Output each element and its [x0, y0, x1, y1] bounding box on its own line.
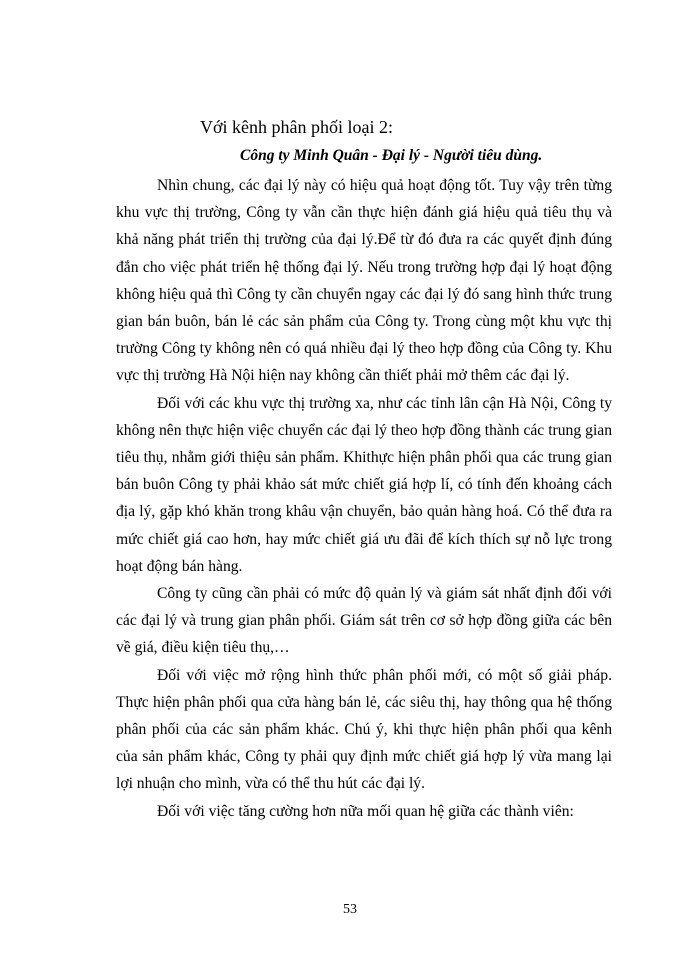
paragraph: Đối với việc mở rộng hình thức phân phối mới, có một số giải pháp. Thực hiện phân phối qua cửa hàng bán lẻ, các siêu thị, hay thông qua hệ thống phân phối của các sản phẩm khác. Chú ý, khi thực hiện phân phối qua kênh của sản phẩm khác, Công ty phải quy định mức chiết giá hợp lý vừa mang lại lợi nhuận cho mình, vừa có thể thu hút các đại lý.	[116, 666, 612, 793]
paragraph: Đối với việc tăng cường hơn nữa mối quan hệ giữa các thành viên:	[157, 802, 574, 820]
channel-subheading: Công ty Minh Quân - Đại lý - Người tiêu dùng.	[240, 147, 543, 164]
paragraph: Nhìn chung, các đại lý này có hiệu quả hoạt động tốt. Tuy vậy trên từng khu vực thị trường, Công ty vẫn cần thực hiện đánh giá hiệu quả tiêu thụ và khả năng phát triển thị trường của đại lý.Để từ đó đưa ra các quyết định đúng đắn cho việc phát triển hệ thống đại lý. Nếu trong trường hợp đại lý hoạt động không hiệu quả thì Công ty cần chuyển ngay các đại lý đó sang hình thức trung gian bán buôn, bán lẻ các sản phẩm của Công ty. Trong cùng một khu vực thị trường Công ty không nên có quá nhiều đại lý theo hợp đồng của Công ty. Khu vực thị trường Hà Nội hiện nay không cần thiết phải mở thêm các đại lý.	[116, 177, 612, 385]
paragraph: Đối với các khu vực thị trường xa, như các tỉnh lân cận Hà Nội, Công ty không nên thực hiện việc chuyển các đại lý theo hợp đồng thành các trung gian tiêu thụ, nhằm giới thiệu sản phẩm. Khithực hiện phân phối qua các trung gian bán buôn Công ty phải khảo sát mức chiết giá hợp lí, có tính đến khoảng cách địa lý, gặp khó khăn trong khâu vận chuyển, bảo quản hàng hoá. Có thể đưa ra mức chiết giá cao hơn, hay mức chiết giá ưu đãi để kích thích sự nỗ lực trong hoạt động bán hàng.	[116, 394, 612, 575]
paragraph: Công ty cũng cần phải có mức độ quản lý và giám sát nhất định đối với các đại lý và trung gian phân phối. Giám sát trên cơ sở hợp đồng giữa các bên về giá, điều kiện tiêu thụ,…	[116, 585, 612, 657]
body-text	[116, 172, 612, 825]
page-number: 53	[343, 902, 357, 917]
section-heading: Với kênh phân phối loại 2:	[200, 117, 393, 137]
